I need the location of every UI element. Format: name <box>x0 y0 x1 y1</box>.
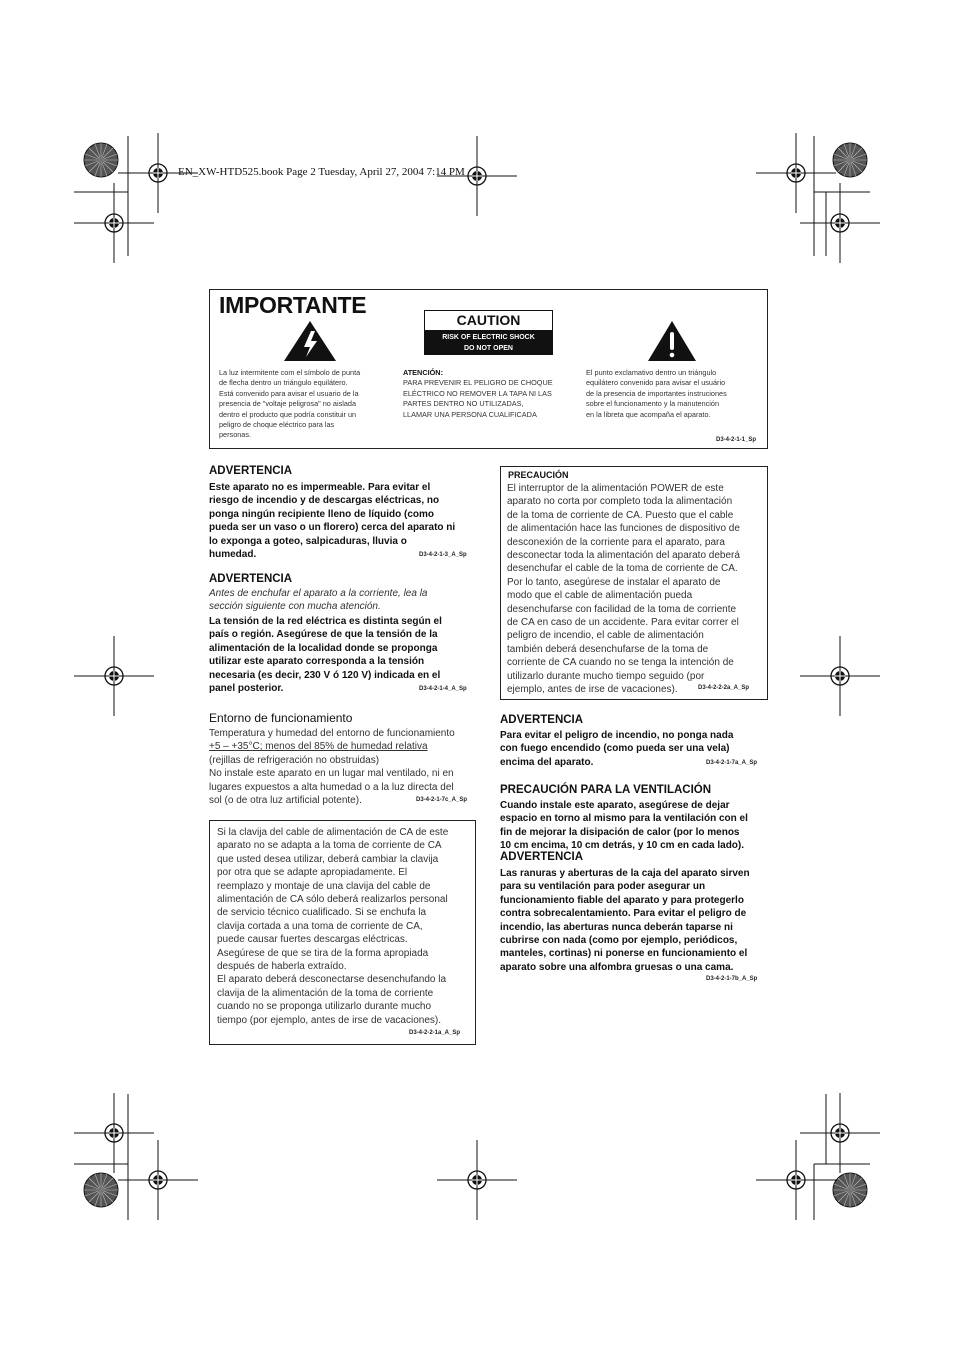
doc-code: D3-4-2-1-4_A_Sp <box>419 686 467 692</box>
ventilacion-text: Cuando instale este aparato, asegúrese de dejar espacio en torno al mismo para la ventilación con el fin de mejorar la disipación de calor (por lo menos 10 cm encima, 10 cm detrás, y 10 cm en cada lado). <box>500 800 748 852</box>
precaucion-text: El interruptor de la alimentación POWER de este aparato no corta por completo toda la alimentación de la toma de corriente de CA. Puesto que el cable de alimentación hace las funciones de dispositivo de desconexión de la corriente para el aparato, para desconectar toda la alimentación del aparato deberá desenchufar el cable de la toma de corriente de CA. Por lo tanto, asegúrese de instalar el aparato de modo que el cable de alimentación pueda desenchufarse con facilidad de la toma de corriente de CA en caso de un accidente. Para evitar correr el peligro de incendio, el cable de alimentación también deberá desenchufarse de la toma de corriente de CA cuando no se tenga la intención de utilizarlo durante mucho tiempo seguido (por ejemplo, antes de irse de vacaciones). <box>507 483 740 696</box>
advertencia-text: Las ranuras y aberturas de la caja del aparato sirven para su ventilación para poder asegurar un funcionamiento fiable del aparato y para protegerlo contra sobrecalentamiento. Para evitar el peligro de incendio, las aberturas nunca deberán taparse ni cubrirse con nada (como por ejemplo, periódicos, manteles, cortinas) ni ponerse en funcionamiento el aparato sobre una alfombra gruesas o una cama. <box>500 868 750 973</box>
caution-sub-line-2: DO NOT OPEN <box>463 345 513 352</box>
advertencia-heading: ADVERTENCIA <box>500 714 584 726</box>
doc-code: D3-4-2-1-7c_A_Sp <box>416 797 468 803</box>
caution-label: CAUTION <box>424 310 553 331</box>
advertencia-text: Este aparato no es impermeable. Para evitar el riesgo de incendio y de descargas eléctricas, no ponga ningún recipiente lleno de líquido (como pueda ser un vaso o un florero) cerca del aparato ni lo exponga a goteo, salpicaduras, lluvia o humedad. <box>209 482 456 561</box>
advertencia-heading: ADVERTENCIA <box>500 851 584 863</box>
caution-label-block <box>424 310 553 355</box>
plug-notice-text: Si la clavija del cable de alimentación de CA de este aparato no se adapta a la toma de corriente de CA que usted desea utilizar, deberá cambiar la clavija por otra que se adapte apropiadamente. El reemplazo y montaje de una clavija del cable de alimentación de CA sólo deberá realizarlos personal de servicio técnico cualificado. Si se enchufa la clavija cortada a una toma de corriente de CA, puede causar fuertes descargas eléctricas. Asegúrese de que se tira de la forma apropiada después de haberla extraído. El aparato deberá desconectarse desenchufando la clavija de la alimentación de la toma de corriente cuando no se proponga utilizarlo durante mucho tiempo (por ejemplo, antes de irse de vacaciones). <box>217 827 449 1026</box>
caution-sub-line-1: RISK OF ELECTRIC SHOCK <box>442 334 535 341</box>
entorno-text: Temperatura y humedad del entorno de funcionamiento +5 – +35°C; menos del 85% de humedad relativa (rejillas de refrigeración no obstruidas) No instale este aparato en un lugar mal ventilado, ni en lugares expuestos a alta humedad o a la luz directa del sol (o de otra luz artificial potente). <box>209 728 455 807</box>
ventilacion-heading: PRECAUCIÓN PARA LA VENTILACIÓN <box>500 784 712 796</box>
doc-code: D3-4-2-1-1_Sp <box>716 437 757 443</box>
exclamation-warning-icon <box>646 319 698 363</box>
advertencia-heading: ADVERTENCIA <box>209 465 293 477</box>
advertencia-text: La tensión de la red eléctrica es distinta según el país o región. Asegúrese de que la tensión de la alimentación de la localidad donde se proponga utilizar este aparato corresponda a la tensión necesaria (es decir, 230 V ó 120 V) indicada en el panel posterior. <box>209 616 442 695</box>
lightning-warning-icon <box>282 319 338 363</box>
atencion-text: ATENCIÓN: PARA PREVENIR EL PELIGRO DE CHOQUE ELÉCTRICO NO REMOVER LA TAPA NI LAS PARTES DENTRO NO UTILIZADAS, LLAMAR UNA PERSONA CUALIFICADA <box>403 368 553 419</box>
advertencia-intro: Antes de enchufar el aparato a la corriente, lea la sección siguiente con mucha atención. <box>209 588 428 613</box>
advertencia-heading: ADVERTENCIA <box>209 573 293 585</box>
importante-title: IMPORTANTE <box>219 292 367 318</box>
lightning-explanation: La luz intermitente com el símbolo de punta de flecha dentro un triángulo equilátero. Está convenido para avisar el usuario de la presencia de "voltaje peligrosa" no aislada dentro el producto que podría constituir un peligro de choque eléctrico para las personas. <box>219 368 361 440</box>
entorno-heading: Entorno de funcionamiento <box>209 711 353 725</box>
advertencia-text: Para evitar el peligro de incendio, no ponga nada con fuego encendido (como pueda ser una vela) encima del aparato. <box>500 730 734 768</box>
doc-code: D3-4-2-2-1a_A_Sp <box>409 1030 461 1036</box>
doc-code: D3-4-2-1-7a_A_Sp <box>706 760 758 766</box>
doc-code: D3-4-2-2-2a_A_Sp <box>698 685 750 691</box>
exclamation-explanation: El punto exclamativo dentro un triángulo equilátero convenido para avisar el usuário de la presencia de importantes instruciones sobre el funcionamento y la manutención en la libreta que acompaña el aparato. <box>586 368 727 419</box>
doc-code: D3-4-2-1-3_A_Sp <box>419 552 467 558</box>
print-header: EN_XW-HTD525.book Page 2 Tuesday, April 27, 2004 7:14 PM <box>178 166 465 178</box>
doc-code: D3-4-2-1-7b_A_Sp <box>706 976 758 982</box>
precaucion-heading: PRECAUCIÓN <box>508 470 569 480</box>
